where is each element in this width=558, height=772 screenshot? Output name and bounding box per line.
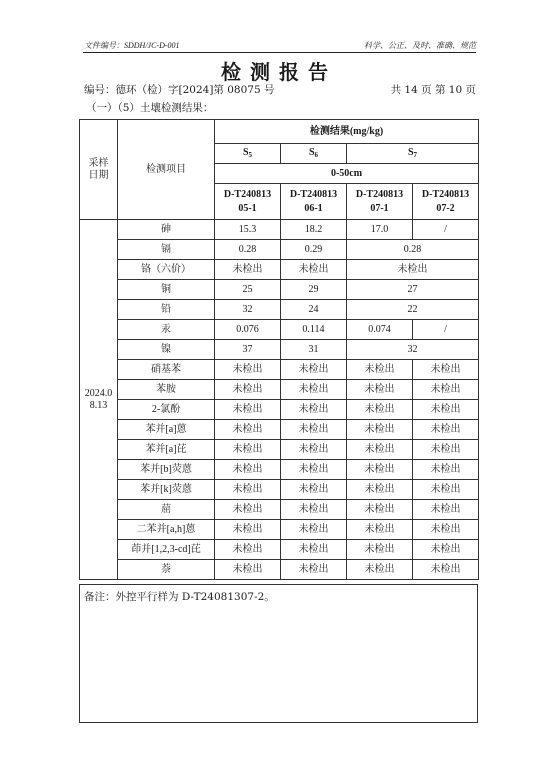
sample-id: D-T240813 05-1 — [215, 184, 281, 220]
value-cell: 17.0 — [347, 220, 413, 240]
sampling-date: 2024.08.13 — [80, 220, 118, 580]
value-cell: 37 — [215, 340, 281, 360]
value-cell: 未检出 — [215, 440, 281, 460]
value-cell: 未检出 — [281, 460, 347, 480]
value-cell: 未检出 — [347, 480, 413, 500]
value-cell: 未检出 — [413, 560, 479, 580]
table-row — [80, 360, 479, 380]
value-cell: 25 — [215, 280, 281, 300]
value-cell-merged: 0.28 — [347, 240, 479, 260]
value-cell: 未检出 — [347, 520, 413, 540]
remarks-text: 备注：外控平行样为 D-T24081307-2。 — [84, 591, 275, 603]
value-cell: 未检出 — [281, 560, 347, 580]
value-cell: 未检出 — [215, 360, 281, 380]
value-cell: 未检出 — [215, 400, 281, 420]
value-cell: 未检出 — [413, 420, 479, 440]
table-row — [80, 540, 479, 560]
value-cell: 未检出 — [215, 460, 281, 480]
value-cell: 未检出 — [281, 360, 347, 380]
item-name: 汞 — [118, 320, 215, 340]
table-row — [80, 340, 479, 360]
value-cell: 未检出 — [413, 400, 479, 420]
report-title: 检测报告 — [221, 60, 337, 84]
remarks-box — [79, 584, 478, 723]
value-cell-merged: 未检出 — [347, 260, 479, 280]
value-cell: / — [413, 220, 479, 240]
sample-id: D-T240813 07-1 — [347, 184, 413, 220]
sampling-date-header: 采样日期 — [80, 120, 118, 220]
value-cell: 未检出 — [281, 440, 347, 460]
site-s6: $S_6$ — [281, 144, 347, 164]
item-header: 检测项目 — [118, 120, 215, 220]
item-name: 镍 — [118, 340, 215, 360]
item-name: 镉 — [118, 240, 215, 260]
value-cell: 未检出 — [281, 540, 347, 560]
table-row — [80, 380, 479, 400]
table-row — [80, 480, 479, 500]
value-cell: 未检出 — [413, 520, 479, 540]
sample-id: D-T240813 06-1 — [281, 184, 347, 220]
value-cell: 31 — [281, 340, 347, 360]
table-row — [80, 240, 479, 260]
item-name: 铬（六价） — [118, 260, 215, 280]
table-row — [80, 400, 479, 420]
item-name: 铅 — [118, 300, 215, 320]
value-cell-merged: 32 — [347, 340, 479, 360]
value-cell: 0.076 — [215, 320, 281, 340]
header-slogan: 科学、公正、及时、准确、规范 — [364, 41, 476, 50]
value-cell-merged: 22 — [347, 300, 479, 320]
item-name: 萘 — [118, 560, 215, 580]
value-cell: 未检出 — [347, 560, 413, 580]
value-cell: 15.3 — [215, 220, 281, 240]
value-cell: 未检出 — [347, 500, 413, 520]
table-row — [80, 460, 479, 480]
item-name: 2-氯酚 — [118, 400, 215, 420]
table-row — [80, 300, 479, 320]
item-name: 苯并[a]蒽 — [118, 420, 215, 440]
value-cell: 未检出 — [281, 520, 347, 540]
value-cell: 未检出 — [347, 400, 413, 420]
page-count: 共 14 页 第 10 页 — [390, 84, 476, 96]
value-cell: 未检出 — [413, 380, 479, 400]
header-divider — [83, 52, 476, 53]
item-name: 铜 — [118, 280, 215, 300]
report-meta — [84, 82, 476, 97]
value-cell: 未检出 — [347, 460, 413, 480]
section-title: （一）（5）土壤检测结果： — [86, 102, 214, 114]
table-row — [80, 280, 479, 300]
value-cell: 未检出 — [413, 460, 479, 480]
soil-results-table — [79, 119, 479, 580]
table-row — [80, 520, 479, 540]
item-name: 䓛 — [118, 500, 215, 520]
file-number: 文件编号：SDDH/JC-D-001 — [84, 41, 180, 50]
value-cell: 18.2 — [281, 220, 347, 240]
table-row — [80, 500, 479, 520]
value-cell: 未检出 — [215, 520, 281, 540]
item-name: 二苯并[a,h]蒽 — [118, 520, 215, 540]
site-s5: $S_5$ — [215, 144, 281, 164]
value-cell: 29 — [281, 280, 347, 300]
value-cell: 未检出 — [215, 420, 281, 440]
item-name: 砷 — [118, 220, 215, 240]
value-cell: 未检出 — [281, 500, 347, 520]
value-cell: 未检出 — [215, 500, 281, 520]
value-cell: / — [413, 320, 479, 340]
value-cell: 未检出 — [347, 540, 413, 560]
value-cell: 未检出 — [413, 360, 479, 380]
value-cell: 0.114 — [281, 320, 347, 340]
item-name: 茚并[1,2,3-cd]芘 — [118, 540, 215, 560]
value-cell: 未检出 — [281, 260, 347, 280]
report-number: 编号：德环（检）字[2024]第 08075 号 — [84, 84, 275, 96]
item-name: 苯并[b]荧蒽 — [118, 460, 215, 480]
value-cell: 未检出 — [215, 380, 281, 400]
table-row — [80, 440, 479, 460]
value-cell: 未检出 — [413, 480, 479, 500]
value-cell: 未检出 — [347, 360, 413, 380]
value-cell: 未检出 — [347, 420, 413, 440]
value-cell: 未检出 — [215, 260, 281, 280]
item-name: 苯并[k]荧蒽 — [118, 480, 215, 500]
value-cell: 0.28 — [215, 240, 281, 260]
value-cell: 0.074 — [347, 320, 413, 340]
item-name: 硝基苯 — [118, 360, 215, 380]
value-cell: 未检出 — [413, 540, 479, 560]
value-cell: 未检出 — [215, 560, 281, 580]
table-row — [80, 260, 479, 280]
depth: 0-50cm — [215, 164, 479, 184]
site-s7: $S_7$ — [347, 144, 479, 164]
table-row — [80, 420, 479, 440]
value-cell: 24 — [281, 300, 347, 320]
results-header: 检测结果(mg/kg) — [215, 120, 479, 144]
value-cell: 未检出 — [347, 380, 413, 400]
value-cell: 未检出 — [281, 420, 347, 440]
value-cell: 未检出 — [215, 540, 281, 560]
value-cell: 未检出 — [281, 380, 347, 400]
value-cell: 未检出 — [281, 480, 347, 500]
value-cell: 未检出 — [215, 480, 281, 500]
value-cell: 32 — [215, 300, 281, 320]
item-name: 苯并[a]芘 — [118, 440, 215, 460]
value-cell: 未检出 — [281, 400, 347, 420]
sample-id: D-T240813 07-2 — [413, 184, 479, 220]
table-row — [80, 560, 479, 580]
value-cell: 未检出 — [413, 440, 479, 460]
table-row — [80, 320, 479, 340]
table-row — [80, 220, 479, 240]
item-name: 苯胺 — [118, 380, 215, 400]
value-cell: 未检出 — [413, 500, 479, 520]
value-cell: 未检出 — [347, 440, 413, 460]
value-cell-merged: 27 — [347, 280, 479, 300]
value-cell: 0.29 — [281, 240, 347, 260]
